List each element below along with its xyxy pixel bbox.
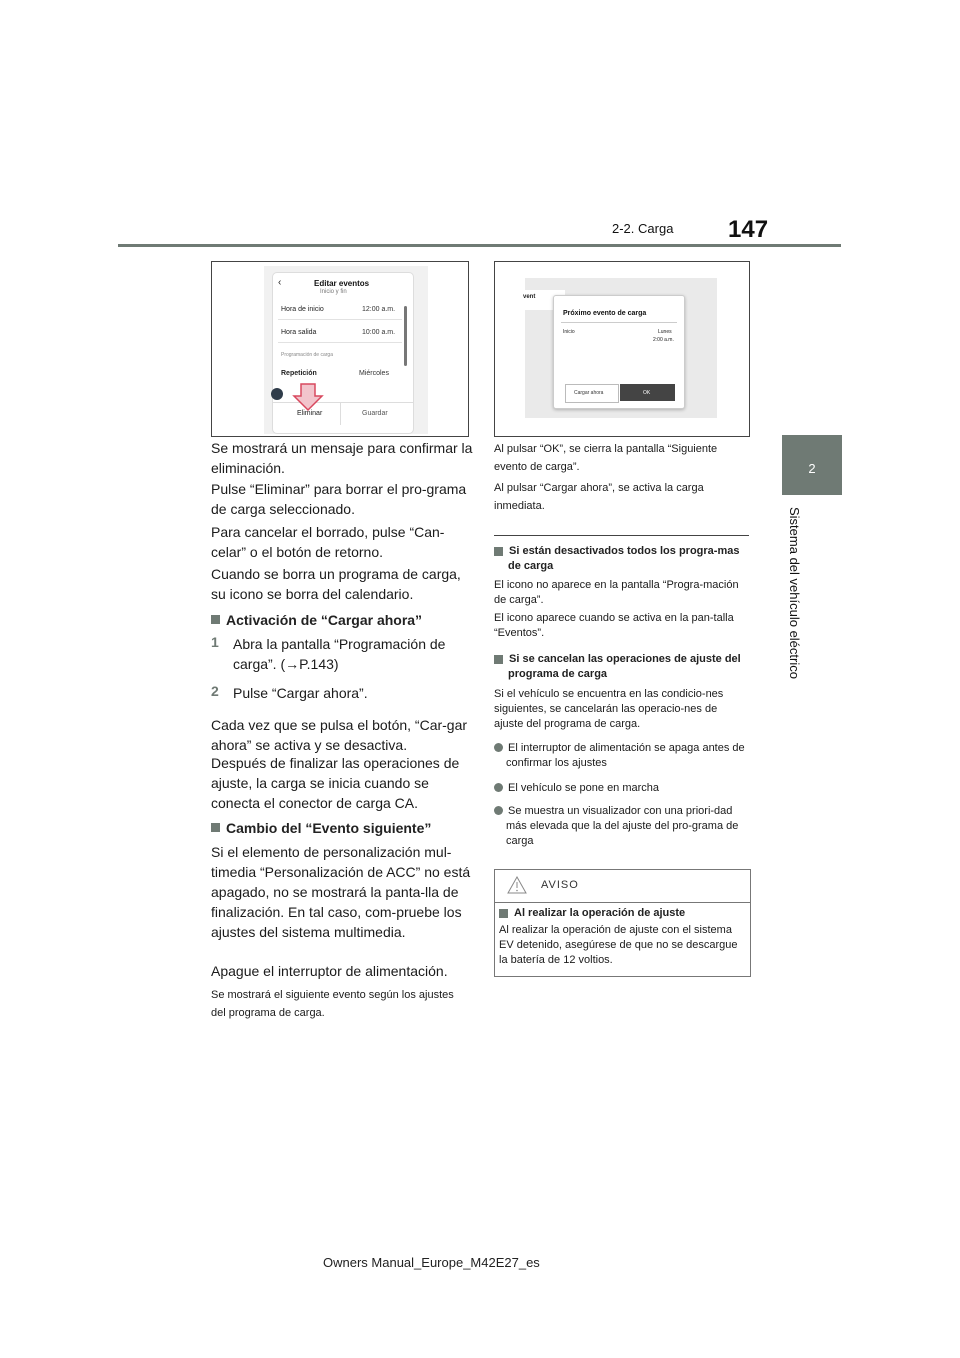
warning-icon bbox=[507, 876, 527, 894]
departure-time-label: Hora salida bbox=[281, 329, 317, 336]
heading-all-disabled-text: Si están desactivados todos los progra-mas de carga bbox=[508, 545, 740, 572]
screenshot-edit-events bbox=[211, 261, 469, 437]
search-icon[interactable] bbox=[271, 388, 283, 400]
screen-title: Editar eventos bbox=[314, 279, 370, 288]
footer-doc-id: Owners Manual_Europe_M42E27_es bbox=[323, 1255, 540, 1270]
paragraph-toggle: Cada vez que se pulsa el botón, “Car-gar ahora” se activa y se desactiva. bbox=[211, 717, 468, 753]
paragraph-power-off: Apague el interruptor de alimentación. bbox=[211, 963, 448, 979]
repeat-value[interactable]: Miércoles bbox=[359, 370, 389, 377]
bullet-priority-display-text: Se muestra un visualizador con una priori-dad más elevada que la del ajuste del pro-grama de carga bbox=[506, 805, 739, 847]
heading-next-event bbox=[211, 820, 473, 838]
step-1-number: 1 bbox=[211, 634, 219, 650]
step-1-text: Abra la pantalla “Programación de carga”. (→P.143) bbox=[233, 636, 446, 672]
ok-button-label: OK bbox=[643, 390, 651, 396]
dialog-title: Próximo evento de carga bbox=[563, 310, 647, 317]
paragraph-charge-now-activates: Al pulsar “Cargar ahora”, se activa la carga inmediata. bbox=[494, 482, 704, 512]
charge-now-button-label: Cargar ahora bbox=[574, 390, 604, 396]
screenshot-next-charge-event bbox=[494, 261, 750, 437]
repeat-label: Repetición bbox=[281, 370, 317, 377]
heading-all-disabled bbox=[494, 544, 749, 574]
paragraph-after-settings: Después de finalizar las operaciones de ajuste, la carga se inicia cuando se conecta el conector de carga CA. bbox=[211, 755, 460, 811]
notice-box bbox=[494, 869, 751, 977]
paragraph-next-event-display: Se mostrará el siguiente evento según los ajustes del programa de carga. bbox=[211, 989, 454, 1019]
chevron-left-icon[interactable]: ‹ bbox=[278, 277, 282, 288]
bullet-power-off bbox=[494, 741, 749, 771]
notice-heading-text: Al realizar la operación de ajuste bbox=[514, 907, 686, 919]
paragraph-acc-customization: Si el elemento de personalización mul-timedia “Personalización de ACC” no está apagado, no se mostrará la panta-lla de finalización. En tal caso, com-pruebe los ajustes del sistema multimedia. bbox=[211, 844, 471, 940]
section-header: 2-2. Carga bbox=[612, 221, 674, 236]
start-label: Inicio bbox=[563, 329, 575, 335]
paragraph-confirm-message: Se mostrará un mensaje para confirmar la eliminación. bbox=[211, 440, 473, 476]
heading-cancelled-operations bbox=[494, 652, 749, 682]
text-icon-not-shown: El icono no aparece en la pantalla “Progra-mación de carga”. bbox=[494, 579, 739, 606]
chapter-tab-number: 2 bbox=[808, 461, 816, 476]
bullet-vehicle-moves-text: El vehículo se pone en marcha bbox=[508, 782, 660, 794]
paragraph-delete-instruction: Pulse “Eliminar” para borrar el pro-grama de carga seleccionado. bbox=[211, 481, 467, 517]
start-time-label: Hora de inicio bbox=[281, 306, 324, 313]
start-time-value[interactable]: 12:00 a.m. bbox=[362, 306, 396, 313]
bullet-vehicle-moves bbox=[494, 781, 749, 796]
chapter-title-text: Sistema del vehículo eléctrico bbox=[787, 507, 802, 679]
step-2-number: 2 bbox=[211, 683, 219, 699]
heading-next-event-text: Cambio del “Evento siguiente” bbox=[226, 820, 432, 836]
background-events-label: vent bbox=[523, 294, 536, 300]
save-button[interactable]: Guardar bbox=[362, 410, 388, 417]
heading-charge-now-text: Activación de “Cargar ahora” bbox=[226, 612, 423, 628]
notice-heading bbox=[499, 906, 747, 921]
paragraph-calendar-note: Cuando se borra un programa de carga, su icono se borra del calendario. bbox=[211, 566, 461, 602]
section-divider bbox=[494, 535, 749, 536]
text-cancel-conditions: Si el vehículo se encuentra en las condicio-nes siguientes, se cancelarán las operacio-nes de ajuste del programa de carga. bbox=[494, 688, 724, 730]
paragraph-ok-closes: Al pulsar “OK”, se cierra la pantalla “Siguiente evento de carga”. bbox=[494, 443, 718, 473]
heading-charge-now bbox=[211, 612, 473, 630]
down-arrow-icon bbox=[292, 382, 324, 412]
event-time: 2:00 a.m. bbox=[653, 337, 674, 343]
scrollbar[interactable] bbox=[404, 306, 407, 366]
text-icon-shown: El icono aparece cuando se activa en la pan-talla “Eventos”. bbox=[494, 612, 734, 639]
event-day: Lunes bbox=[658, 329, 672, 335]
notice-text: Al realizar la operación de ajuste con el sistema EV detenido, asegúrese de que no se descargue la batería de 12 voltios. bbox=[499, 924, 738, 966]
header-rule bbox=[118, 244, 841, 247]
page-number: 147 bbox=[728, 216, 769, 243]
chapter-title bbox=[786, 507, 802, 687]
bullet-priority-display bbox=[494, 804, 749, 849]
heading-cancelled-operations-text: Si se cancelan las operaciones de ajuste del programa de carga bbox=[508, 653, 741, 680]
paragraph-cancel-instruction: Para cancelar el borrado, pulse “Can-celar” o el botón de retorno. bbox=[211, 524, 445, 560]
screen-subtitle: Inicio y fin bbox=[320, 289, 347, 295]
charge-schedule-section-label: Programación de carga bbox=[281, 352, 333, 358]
step-2-text: Pulse “Cargar ahora”. bbox=[233, 685, 368, 701]
notice-title: AVISO bbox=[541, 879, 579, 891]
departure-time-value[interactable]: 10:00 a.m. bbox=[362, 329, 396, 336]
delete-button[interactable]: Eliminar bbox=[297, 410, 323, 417]
bullet-power-off-text: El interruptor de alimentación se apaga antes de confirmar los ajustes bbox=[506, 742, 745, 769]
